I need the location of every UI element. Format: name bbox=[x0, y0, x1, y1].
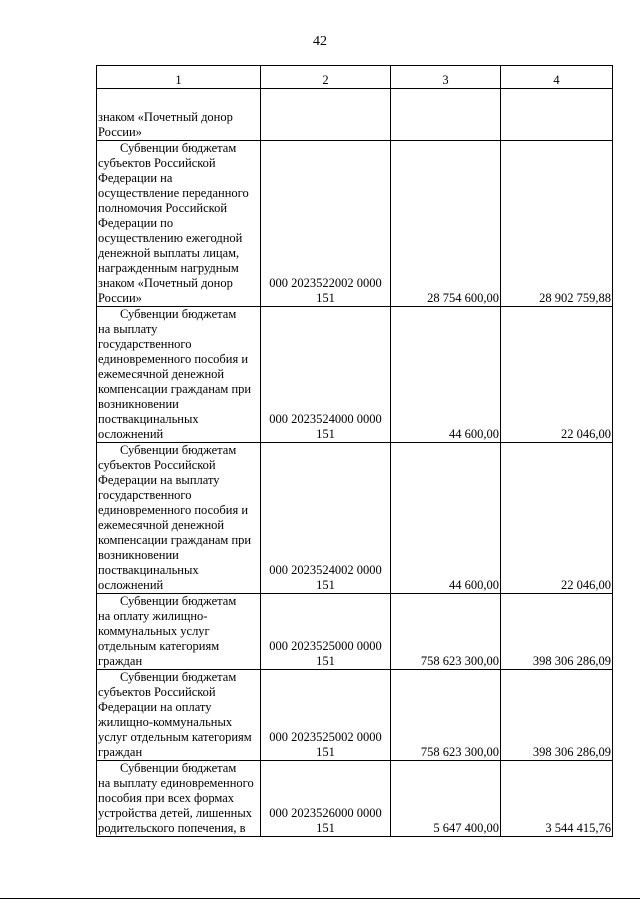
row-name-text: знаком «Почетный донор России» bbox=[98, 110, 233, 139]
budget-table bbox=[96, 65, 613, 837]
code-line-1: 000 2023524000 0000 bbox=[269, 412, 382, 426]
row-name bbox=[97, 443, 261, 594]
row-name-lead: Субвенции бюджетам bbox=[120, 443, 237, 457]
column-header: 2 bbox=[261, 66, 391, 89]
code-line-2: 151 bbox=[316, 654, 335, 668]
column-header: 3 bbox=[391, 66, 501, 89]
page-number: 42 bbox=[313, 34, 327, 49]
row-col3: 28 754 600,00 bbox=[391, 141, 501, 307]
row-col3: 758 623 300,00 bbox=[391, 670, 501, 761]
table-row bbox=[97, 141, 613, 307]
table-row bbox=[97, 89, 613, 141]
row-name-lead: Субвенции бюджетам bbox=[120, 761, 237, 775]
row-name bbox=[97, 761, 261, 837]
row-col4: 22 046,00 bbox=[501, 443, 613, 594]
row-name bbox=[97, 89, 261, 141]
code-line-1: 000 2023525002 0000 bbox=[269, 730, 382, 744]
row-col3: 44 600,00 bbox=[391, 443, 501, 594]
row-name-text: субъектов Российской Федерации на выплату государственного единовременного пособия и ежемесячной денежной компенсации гражданам при возникновении поствакцинальных осложнений bbox=[98, 458, 252, 592]
row-name-lead: Субвенции бюджетам bbox=[120, 670, 237, 684]
row-name-lead: Субвенции бюджетам bbox=[120, 141, 237, 155]
row-code bbox=[261, 89, 391, 141]
code-line-2: 151 bbox=[316, 745, 335, 759]
table-row bbox=[97, 761, 613, 837]
row-name-lead: Субвенции бюджетам bbox=[120, 594, 237, 608]
table-row bbox=[97, 594, 613, 670]
row-code bbox=[261, 670, 391, 761]
row-name-text: на выплату государственного единовременного пособия и ежемесячной денежной компенсации гражданам при возникновении поствакцинальных осложнений bbox=[98, 322, 252, 441]
code-line-2: 151 bbox=[316, 427, 335, 441]
row-name-text: субъектов Российской Федерации на осуществление переданного полномочия Российской Федерации по осуществлению ежегодной денежной выплаты лицам, награжденным нагрудным знаком «Почетный донор России» bbox=[98, 156, 249, 305]
code-line-1: 000 2023526000 0000 bbox=[269, 806, 382, 820]
code-line-1: 000 2023524002 0000 bbox=[269, 563, 382, 577]
row-name-text: на оплату жилищно- коммунальных услуг отдельным категориям граждан bbox=[98, 609, 220, 668]
row-name bbox=[97, 141, 261, 307]
table-header-row bbox=[97, 66, 613, 89]
bottom-divider bbox=[0, 898, 640, 899]
row-code bbox=[261, 307, 391, 443]
row-col3: 758 623 300,00 bbox=[391, 594, 501, 670]
table-row bbox=[97, 670, 613, 761]
row-name-text: на выплату единовременного пособия при всех формах устройства детей, лишенных родительского попечения, в bbox=[98, 776, 254, 835]
row-col4: 3 544 415,76 bbox=[501, 761, 613, 837]
row-col4: 28 902 759,88 bbox=[501, 141, 613, 307]
row-name bbox=[97, 670, 261, 761]
row-col4 bbox=[501, 89, 613, 141]
column-header: 1 bbox=[97, 66, 261, 89]
table-row bbox=[97, 443, 613, 594]
row-col4: 398 306 286,09 bbox=[501, 670, 613, 761]
row-col4: 398 306 286,09 bbox=[501, 594, 613, 670]
table-row bbox=[97, 307, 613, 443]
row-col3 bbox=[391, 89, 501, 141]
row-code bbox=[261, 594, 391, 670]
code-line-2: 151 bbox=[316, 291, 335, 305]
row-name-text: субъектов Российской Федерации на оплату жилищно-коммунальных услуг отдельным категориям граждан bbox=[98, 685, 252, 759]
row-code bbox=[261, 761, 391, 837]
code-line-2: 151 bbox=[316, 578, 335, 592]
code-line-2: 151 bbox=[316, 821, 335, 835]
row-name bbox=[97, 594, 261, 670]
code-line-1: 000 2023522002 0000 bbox=[269, 276, 382, 290]
row-code bbox=[261, 141, 391, 307]
row-name bbox=[97, 307, 261, 443]
row-name-lead: Субвенции бюджетам bbox=[120, 307, 237, 321]
column-header: 4 bbox=[501, 66, 613, 89]
row-col3: 5 647 400,00 bbox=[391, 761, 501, 837]
code-line-1: 000 2023525000 0000 bbox=[269, 639, 382, 653]
row-col3: 44 600,00 bbox=[391, 307, 501, 443]
row-col4: 22 046,00 bbox=[501, 307, 613, 443]
row-code bbox=[261, 443, 391, 594]
